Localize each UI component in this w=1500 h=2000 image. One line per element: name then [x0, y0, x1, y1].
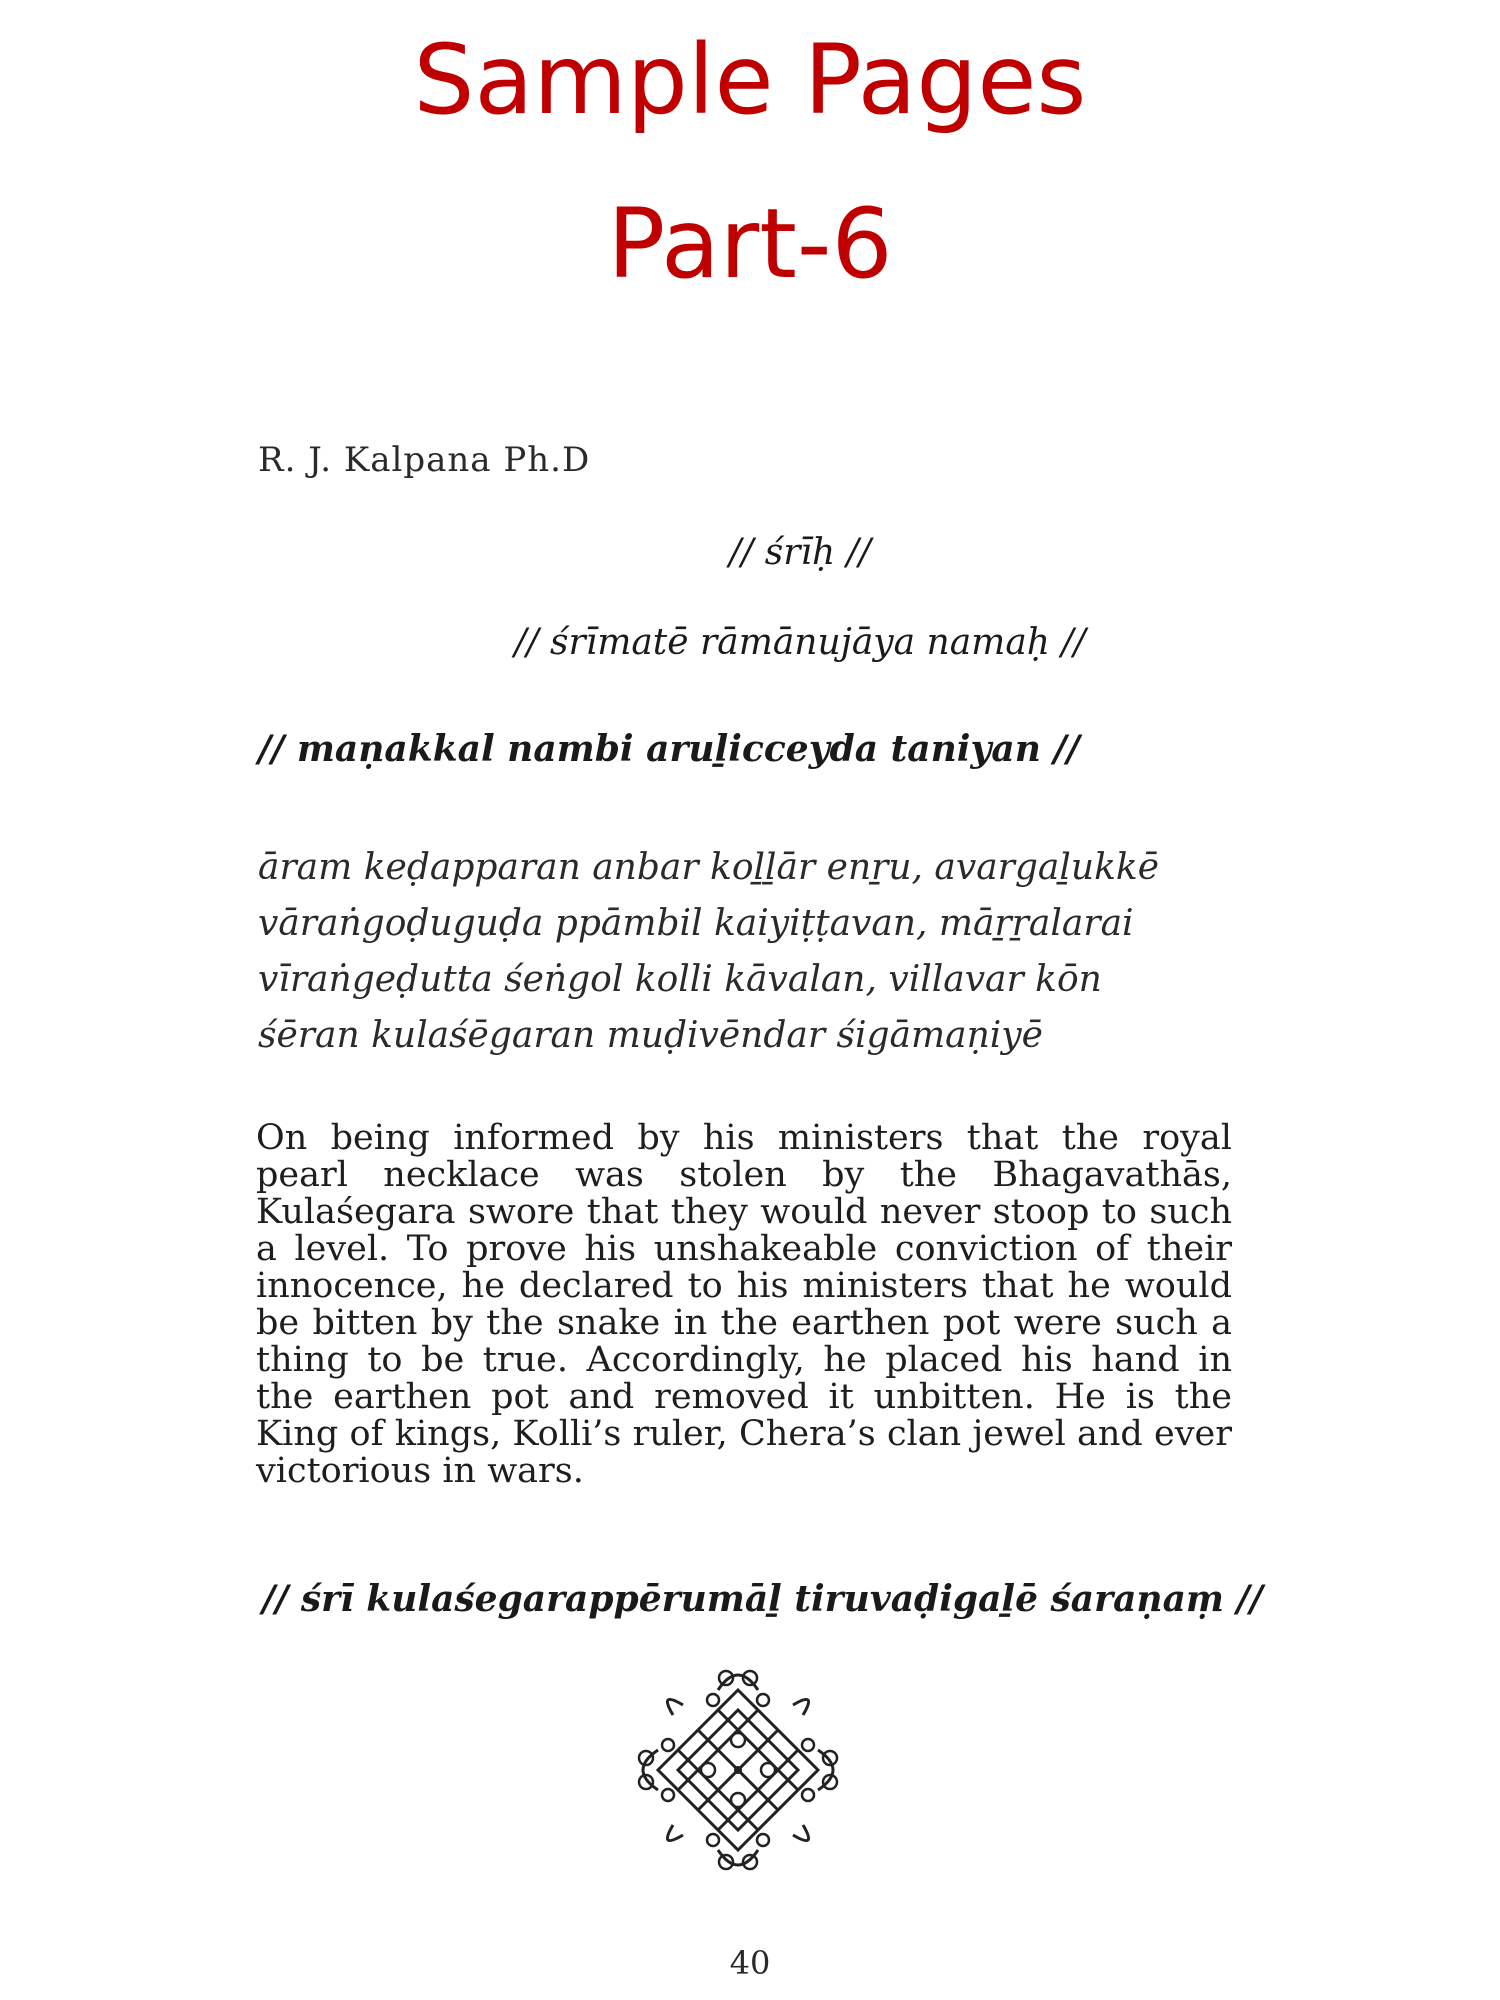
verse-line: vāraṅgoḍuguḍa ppāmbil kaiyiṭṭavan, māṟṟalarai — [258, 903, 1134, 944]
commentary-paragraph: On being informed by his ministers that the royal pearl necklace was stolen by the Bhagavathās, Kulaśegara swore that they would never stoop to such a level. To prove his unshakeable conviction of their innocence, he declared to his ministers that he would be bitten by the snake in the earthen pot were such a thing to be true. Accordingly, he placed his hand in the earthen pot and removed it unbitten. He is the King of kings, Kolli’s ruler, Chera’s clan jewel and ever victorious in wars. — [256, 1118, 1232, 1491]
closing-invocation: // śrī kulaśegarappērumāḻ tiruvaḍigaḻē śaraṇaṃ // — [262, 1578, 1263, 1620]
invocation-ramanuja: // śrīmatē rāmānujāya namaḥ // — [514, 622, 1086, 663]
verse-line: śēran kulaśēgaran muḍivēndar śigāmaṇiyē — [258, 1015, 1043, 1056]
banner-title-line-2: Part-6 — [607, 188, 893, 300]
invocation-srih: // śrīḥ // — [729, 532, 871, 573]
banner-title-line-1: Sample Pages — [413, 24, 1087, 136]
verse-line: vīraṅgeḍutta śeṅgol kolli kāvalan, villavar kōn — [258, 959, 1102, 1000]
verse-line: āram keḍapparan anbar koḻḻār enṟu, avargaḻukkē — [258, 847, 1160, 888]
page-number: 40 — [729, 1944, 771, 1982]
author-name: R. J. Kalpana Ph.D — [258, 440, 591, 480]
taniyan-heading: // maṇakkal nambi aruḻicceyda taniyan // — [258, 728, 1080, 770]
verse-block — [258, 840, 1258, 1064]
kolam-icon — [628, 1660, 848, 1880]
